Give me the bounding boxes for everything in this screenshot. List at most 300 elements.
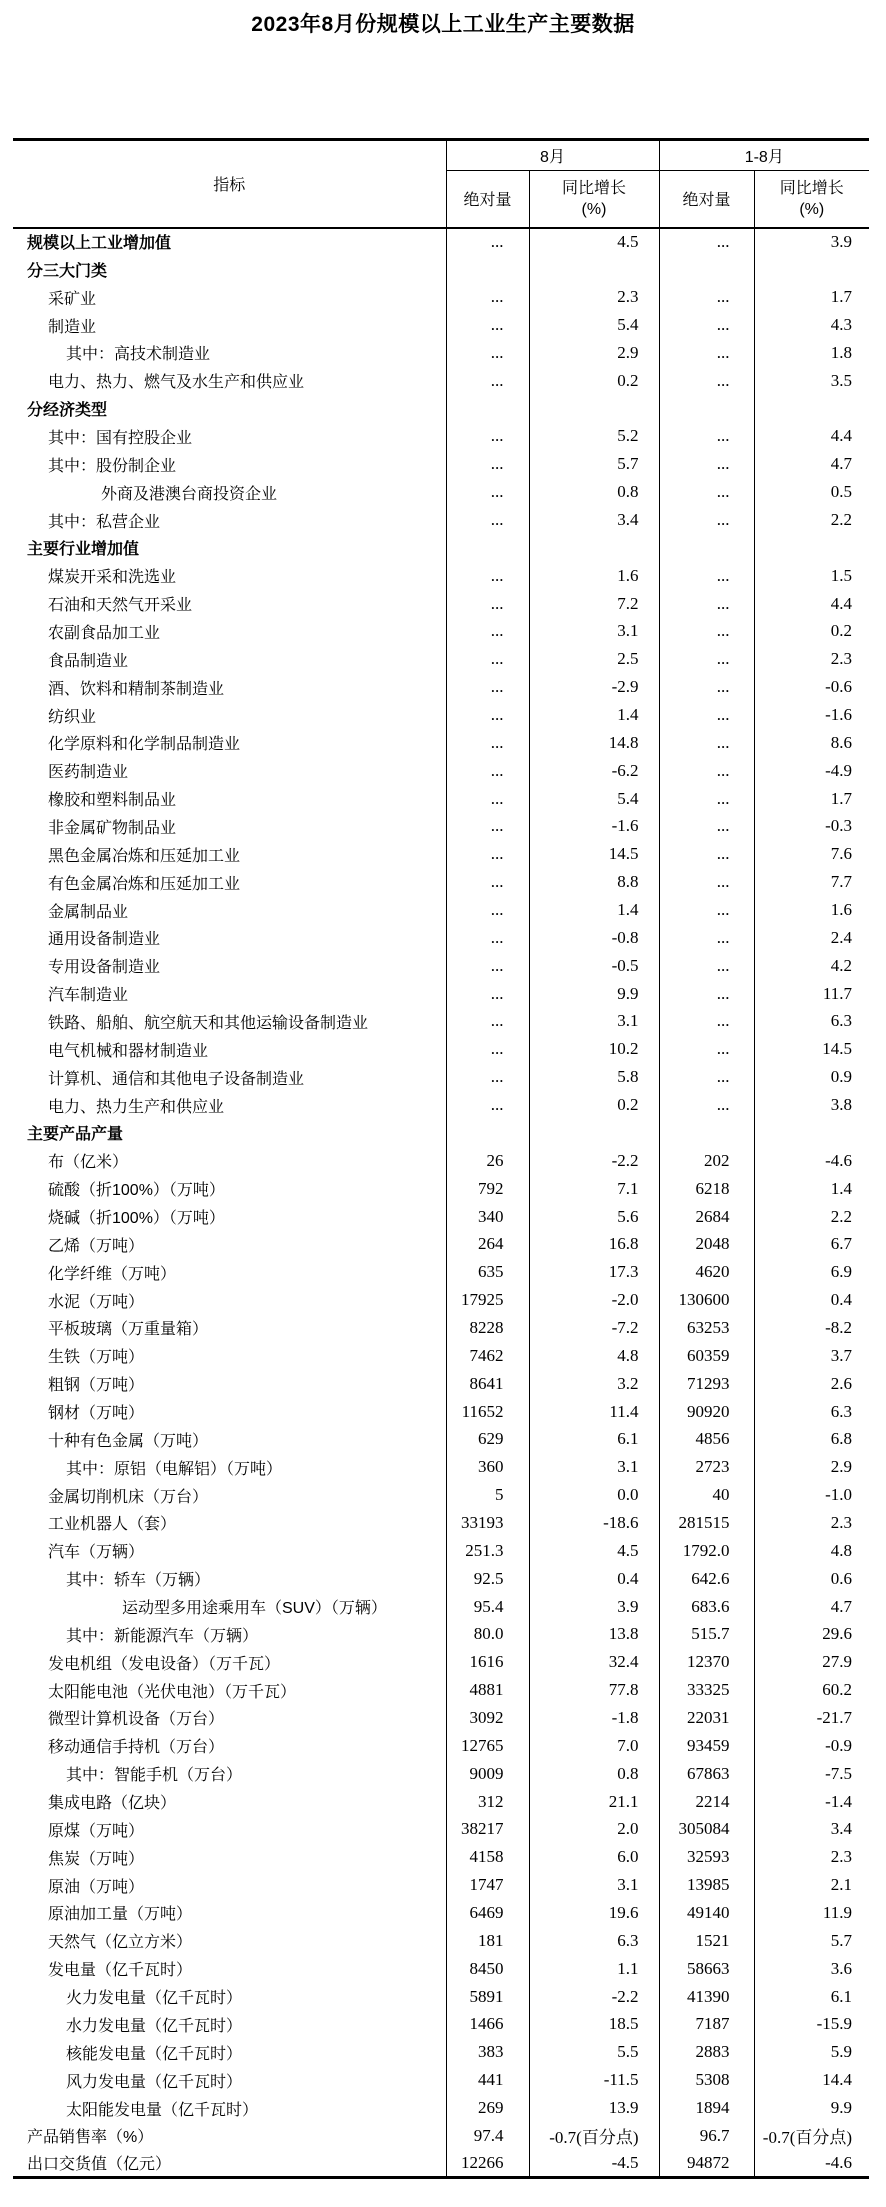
- value-cell: ...: [659, 311, 754, 339]
- table-row: [13, 1704, 869, 1732]
- indicator-cell: 水力发电量（亿千瓦时）: [66, 2017, 243, 2035]
- value-cell: -0.7(百分点): [529, 2122, 659, 2150]
- value-cell: 11.7: [754, 980, 869, 1008]
- table-row: [13, 339, 869, 367]
- table-row: [13, 534, 869, 562]
- table-row: [13, 1927, 869, 1955]
- value-cell: 67863: [659, 1760, 754, 1788]
- value-cell: 3.1: [529, 618, 659, 646]
- value-cell: 1.7: [754, 785, 869, 813]
- value-cell: ...: [446, 450, 529, 478]
- value-cell: 6.8: [754, 1425, 869, 1453]
- table-row: [13, 590, 869, 618]
- value-cell: 6.7: [754, 1230, 869, 1258]
- value-cell: 1521: [659, 1927, 754, 1955]
- value-cell: 17925: [446, 1286, 529, 1314]
- value-cell: 14.5: [529, 840, 659, 868]
- value-cell: ...: [659, 785, 754, 813]
- value-cell: 2048: [659, 1230, 754, 1258]
- value-cell: 12370: [659, 1648, 754, 1676]
- value-cell: ...: [446, 423, 529, 451]
- value-cell: ...: [659, 339, 754, 367]
- value-cell: ...: [659, 924, 754, 952]
- value-cell: 264: [446, 1230, 529, 1258]
- table-row: [13, 1983, 869, 2011]
- table-row: [13, 255, 869, 283]
- value-cell: 2.3: [529, 283, 659, 311]
- value-cell: 2.0: [529, 1815, 659, 1843]
- table-row: [13, 924, 869, 952]
- table-row: [13, 673, 869, 701]
- value-cell: 4158: [446, 1843, 529, 1871]
- value-cell: [659, 395, 754, 423]
- value-cell: 1.4: [529, 701, 659, 729]
- value-cell: -6.2: [529, 757, 659, 785]
- value-cell: -2.0: [529, 1286, 659, 1314]
- table-row: [13, 423, 869, 451]
- value-cell: 4.4: [754, 590, 869, 618]
- table-row: [13, 1815, 869, 1843]
- value-cell: -1.4: [754, 1788, 869, 1816]
- value-cell: 96.7: [659, 2122, 754, 2150]
- value-cell: 26: [446, 1147, 529, 1175]
- indicator-cell: 烧碱（折100%）（万吨）: [48, 1210, 225, 1227]
- header-janaug-absolute: 绝对量: [659, 171, 754, 228]
- indicator-cell: 水泥（万吨）: [48, 1293, 145, 1311]
- indicator-cell: 太阳能发电量（亿千瓦时）: [66, 2101, 259, 2119]
- indicator-cell: 化学纤维（万吨）: [48, 1265, 177, 1283]
- value-cell: ...: [659, 506, 754, 534]
- value-cell: 3.1: [529, 1453, 659, 1481]
- value-cell: 12266: [446, 2150, 529, 2178]
- value-cell: 9009: [446, 1760, 529, 1788]
- value-cell: 2.9: [529, 339, 659, 367]
- table-row: [13, 813, 869, 841]
- value-cell: 0.5: [754, 478, 869, 506]
- indicator-cell: 火力发电量（亿千瓦时）: [66, 1990, 243, 2008]
- value-cell: ...: [659, 645, 754, 673]
- value-cell: 5308: [659, 2066, 754, 2094]
- value-cell: 17.3: [529, 1258, 659, 1286]
- table-row: [13, 1955, 869, 1983]
- header-janaug-yoy: [754, 171, 869, 228]
- value-cell: ...: [659, 840, 754, 868]
- indicator-cell: 主要行业增加值: [27, 541, 140, 559]
- value-cell: -15.9: [754, 2011, 869, 2039]
- value-cell: ...: [659, 1091, 754, 1119]
- value-cell: ...: [659, 478, 754, 506]
- value-cell: 4881: [446, 1676, 529, 1704]
- value-cell: 515.7: [659, 1620, 754, 1648]
- value-cell: 5.8: [529, 1063, 659, 1091]
- value-cell: -7.5: [754, 1760, 869, 1788]
- value-cell: 1466: [446, 2011, 529, 2039]
- value-cell: 13.8: [529, 1620, 659, 1648]
- value-cell: [754, 395, 869, 423]
- table-row: [13, 2122, 869, 2150]
- table-row: [13, 367, 869, 395]
- table-row: [13, 1063, 869, 1091]
- table-row: [13, 1648, 869, 1676]
- value-cell: 7.0: [529, 1732, 659, 1760]
- indicator-cell: 工业机器人（套）: [48, 1516, 177, 1534]
- value-cell: 94872: [659, 2150, 754, 2178]
- table-row: [13, 1732, 869, 1760]
- value-cell: ...: [446, 311, 529, 339]
- header-indicator: 指标: [13, 140, 446, 228]
- indicator-cell: 其中：原铝（电解铝）（万吨）: [66, 1460, 283, 1478]
- value-cell: 2.3: [754, 1843, 869, 1871]
- value-cell: 0.2: [754, 618, 869, 646]
- value-cell: -4.5: [529, 2150, 659, 2178]
- header-row-periods: [13, 140, 869, 171]
- value-cell: ...: [446, 645, 529, 673]
- value-cell: ...: [446, 367, 529, 395]
- value-cell: 5891: [446, 1983, 529, 2011]
- table-row: [13, 1203, 869, 1231]
- table-row: [13, 1258, 869, 1286]
- table-row: [13, 785, 869, 813]
- indicator-cell: 电力、热力、燃气及水生产和供应业: [48, 374, 305, 392]
- value-cell: [446, 255, 529, 283]
- value-cell: ...: [446, 980, 529, 1008]
- value-cell: 18.5: [529, 2011, 659, 2039]
- value-cell: 2.1: [754, 1871, 869, 1899]
- indicator-cell: 出口交货值（亿元）: [27, 2156, 172, 2174]
- table-row: [13, 1620, 869, 1648]
- value-cell: -4.9: [754, 757, 869, 785]
- value-cell: 90920: [659, 1398, 754, 1426]
- value-cell: [446, 395, 529, 423]
- indicator-cell: 外商及港澳台商投资企业: [101, 485, 278, 503]
- indicator-cell: 金属切削机床（万台）: [48, 1488, 209, 1506]
- value-cell: 281515: [659, 1509, 754, 1537]
- value-cell: 2883: [659, 2038, 754, 2066]
- table-row: [13, 701, 869, 729]
- indicator-cell: 其中：轿车（万辆）: [66, 1572, 211, 1590]
- value-cell: -0.5: [529, 952, 659, 980]
- value-cell: 441: [446, 2066, 529, 2094]
- indicator-cell: 发电量（亿千瓦时）: [48, 1962, 193, 1980]
- value-cell: 14.5: [754, 1035, 869, 1063]
- table-row: [13, 645, 869, 673]
- header-period-jan-aug: 1-8月: [659, 140, 869, 171]
- value-cell: 27.9: [754, 1648, 869, 1676]
- value-cell: 9.9: [754, 2094, 869, 2122]
- value-cell: 3.2: [529, 1370, 659, 1398]
- indicator-cell: 运动型多用途乘用车（SUV）（万辆）: [122, 1600, 387, 1618]
- table-row: [13, 228, 869, 256]
- value-cell: ...: [446, 1063, 529, 1091]
- value-cell: 2.9: [754, 1453, 869, 1481]
- value-cell: ...: [659, 952, 754, 980]
- indicator-cell: 钢材（万吨）: [48, 1405, 145, 1423]
- value-cell: 6.3: [754, 1398, 869, 1426]
- value-cell: 38217: [446, 1815, 529, 1843]
- value-cell: 95.4: [446, 1593, 529, 1621]
- value-cell: 0.8: [529, 478, 659, 506]
- indicator-cell: 规模以上工业增加值: [27, 235, 172, 253]
- value-cell: ...: [446, 924, 529, 952]
- value-cell: 4.4: [754, 423, 869, 451]
- value-cell: 4.2: [754, 952, 869, 980]
- value-cell: 58663: [659, 1955, 754, 1983]
- value-cell: 8.6: [754, 729, 869, 757]
- value-cell: ...: [659, 450, 754, 478]
- value-cell: 1894: [659, 2094, 754, 2122]
- table-row: [13, 868, 869, 896]
- table-row: [13, 1119, 869, 1147]
- value-cell: ...: [446, 840, 529, 868]
- value-cell: ...: [446, 228, 529, 256]
- value-cell: 5.7: [754, 1927, 869, 1955]
- value-cell: 7.7: [754, 868, 869, 896]
- indicator-cell: 太阳能电池（光伏电池）（万千瓦）: [48, 1683, 297, 1701]
- value-cell: [446, 1119, 529, 1147]
- value-cell: 6.3: [754, 1008, 869, 1036]
- value-cell: -0.6: [754, 673, 869, 701]
- value-cell: ...: [659, 283, 754, 311]
- value-cell: 3092: [446, 1704, 529, 1732]
- indicator-cell: 黑色金属冶炼和压延加工业: [48, 847, 241, 865]
- table-row: [13, 450, 869, 478]
- value-cell: 8228: [446, 1314, 529, 1342]
- value-cell: 5.4: [529, 311, 659, 339]
- value-cell: 312: [446, 1788, 529, 1816]
- table-row: [13, 506, 869, 534]
- value-cell: 3.4: [754, 1815, 869, 1843]
- value-cell: 1.5: [754, 562, 869, 590]
- value-cell: 77.8: [529, 1676, 659, 1704]
- indicator-cell: 天然气（亿立方米）: [48, 1934, 193, 1952]
- value-cell: 14.4: [754, 2066, 869, 2094]
- value-cell: [529, 395, 659, 423]
- value-cell: 3.8: [754, 1091, 869, 1119]
- value-cell: 13.9: [529, 2094, 659, 2122]
- table-row: [13, 980, 869, 1008]
- value-cell: 16.8: [529, 1230, 659, 1258]
- value-cell: 7.2: [529, 590, 659, 618]
- value-cell: 93459: [659, 1732, 754, 1760]
- indicator-cell: 集成电路（亿块）: [48, 1795, 177, 1813]
- value-cell: 683.6: [659, 1593, 754, 1621]
- value-cell: 1.6: [754, 896, 869, 924]
- indicator-cell: 风力发电量（亿千瓦时）: [66, 2073, 243, 2091]
- indicator-cell: 其中：国有控股企业: [48, 429, 193, 447]
- value-cell: ...: [659, 673, 754, 701]
- indicator-cell: 通用设备制造业: [48, 931, 161, 949]
- value-cell: 14.8: [529, 729, 659, 757]
- value-cell: 12765: [446, 1732, 529, 1760]
- value-cell: -2.2: [529, 1147, 659, 1175]
- table-row: [13, 2094, 869, 2122]
- value-cell: 0.6: [754, 1565, 869, 1593]
- table-header: [13, 140, 869, 228]
- table-row: [13, 478, 869, 506]
- indicator-cell: 分经济类型: [27, 402, 108, 420]
- table-row: [13, 1899, 869, 1927]
- value-cell: 3.4: [529, 506, 659, 534]
- indicator-cell: 产品销售率（%）: [27, 2129, 154, 2147]
- value-cell: -0.8: [529, 924, 659, 952]
- value-cell: 19.6: [529, 1899, 659, 1927]
- value-cell: 22031: [659, 1704, 754, 1732]
- value-cell: 0.0: [529, 1481, 659, 1509]
- value-cell: ...: [446, 729, 529, 757]
- industrial-data-table: [13, 138, 869, 2179]
- value-cell: ...: [659, 562, 754, 590]
- table-row: [13, 562, 869, 590]
- indicator-cell: 主要产品产量: [27, 1126, 124, 1144]
- value-cell: 6218: [659, 1175, 754, 1203]
- value-cell: 10.2: [529, 1035, 659, 1063]
- value-cell: 5.9: [754, 2038, 869, 2066]
- value-cell: -4.6: [754, 2150, 869, 2178]
- value-cell: 13985: [659, 1871, 754, 1899]
- indicator-cell: 其中：私营企业: [48, 513, 161, 531]
- table-row: [13, 1035, 869, 1063]
- value-cell: ...: [659, 1008, 754, 1036]
- value-cell: ...: [446, 896, 529, 924]
- value-cell: 8450: [446, 1955, 529, 1983]
- value-cell: [659, 1119, 754, 1147]
- value-cell: 2.2: [754, 506, 869, 534]
- value-cell: 92.5: [446, 1565, 529, 1593]
- value-cell: 4856: [659, 1425, 754, 1453]
- value-cell: ...: [659, 757, 754, 785]
- value-cell: 340: [446, 1203, 529, 1231]
- indicator-cell: 其中：智能手机（万台）: [66, 1767, 243, 1785]
- indicator-cell: 农副食品加工业: [48, 624, 161, 642]
- value-cell: 251.3: [446, 1537, 529, 1565]
- value-cell: 6.9: [754, 1258, 869, 1286]
- value-cell: -2.9: [529, 673, 659, 701]
- table-row: [13, 1314, 869, 1342]
- value-cell: 2214: [659, 1788, 754, 1816]
- value-cell: 305084: [659, 1815, 754, 1843]
- indicator-cell: 十种有色金属（万吨）: [48, 1432, 209, 1450]
- indicator-cell: 酒、饮料和精制茶制造业: [48, 680, 225, 698]
- value-cell: 32593: [659, 1843, 754, 1871]
- value-cell: 7.1: [529, 1175, 659, 1203]
- value-cell: -8.2: [754, 1314, 869, 1342]
- value-cell: -1.6: [754, 701, 869, 729]
- value-cell: 4.5: [529, 228, 659, 256]
- value-cell: 4.3: [754, 311, 869, 339]
- table-row: [13, 896, 869, 924]
- value-cell: -4.6: [754, 1147, 869, 1175]
- indicator-cell: 其中：新能源汽车（万辆）: [66, 1627, 259, 1645]
- header-period-august: 8月: [446, 140, 659, 171]
- value-cell: -0.7(百分点): [754, 2122, 869, 2150]
- value-cell: 32.4: [529, 1648, 659, 1676]
- table-row: [13, 1843, 869, 1871]
- value-cell: -1.0: [754, 1481, 869, 1509]
- table-row: [13, 1481, 869, 1509]
- table-row: [13, 2066, 869, 2094]
- value-cell: [754, 1119, 869, 1147]
- value-cell: ...: [659, 367, 754, 395]
- header-august-absolute: 绝对量: [446, 171, 529, 228]
- value-cell: ...: [446, 952, 529, 980]
- value-cell: 49140: [659, 1899, 754, 1927]
- page-title: 2023年8月份规模以上工业生产主要数据: [251, 13, 635, 36]
- indicator-cell: 布（亿米）: [48, 1154, 129, 1172]
- value-cell: 5.7: [529, 450, 659, 478]
- table-row: [13, 395, 869, 423]
- indicator-cell: 其中：股份制企业: [48, 457, 177, 475]
- table-row: [13, 952, 869, 980]
- table-row: [13, 311, 869, 339]
- value-cell: 269: [446, 2094, 529, 2122]
- value-cell: 5.5: [529, 2038, 659, 2066]
- indicator-cell: 移动通信手持机（万台）: [48, 1739, 225, 1757]
- indicator-cell: 纺织业: [48, 708, 97, 726]
- value-cell: 4.8: [529, 1342, 659, 1370]
- value-cell: 4620: [659, 1258, 754, 1286]
- value-cell: 29.6: [754, 1620, 869, 1648]
- value-cell: 383: [446, 2038, 529, 2066]
- indicator-cell: 原油（万吨）: [48, 1878, 145, 1896]
- yoy-label: 同比增长: [561, 179, 626, 197]
- value-cell: 0.4: [529, 1565, 659, 1593]
- value-cell: 181: [446, 1927, 529, 1955]
- indicator-cell: 汽车制造业: [48, 987, 129, 1005]
- indicator-cell: 平板玻璃（万重量箱）: [48, 1321, 209, 1339]
- value-cell: 2.3: [754, 1509, 869, 1537]
- value-cell: ...: [659, 1035, 754, 1063]
- value-cell: [529, 1119, 659, 1147]
- value-cell: 1.4: [754, 1175, 869, 1203]
- value-cell: 7.6: [754, 840, 869, 868]
- value-cell: -21.7: [754, 1704, 869, 1732]
- indicator-cell: 有色金属冶炼和压延加工业: [48, 875, 241, 893]
- value-cell: -0.3: [754, 813, 869, 841]
- value-cell: 33325: [659, 1676, 754, 1704]
- value-cell: 3.9: [754, 228, 869, 256]
- table-row: [13, 1342, 869, 1370]
- indicator-cell: 医药制造业: [48, 764, 129, 782]
- value-cell: ...: [659, 1063, 754, 1091]
- value-cell: ...: [446, 562, 529, 590]
- value-cell: 4.5: [529, 1537, 659, 1565]
- value-cell: 202: [659, 1147, 754, 1175]
- value-cell: ...: [446, 478, 529, 506]
- value-cell: 40: [659, 1481, 754, 1509]
- table-row: [13, 1286, 869, 1314]
- value-cell: 130600: [659, 1286, 754, 1314]
- table-row: [13, 1091, 869, 1119]
- table-row: [13, 1453, 869, 1481]
- indicator-cell: 原油加工量（万吨）: [48, 1906, 193, 1924]
- value-cell: ...: [446, 701, 529, 729]
- table-row: [13, 1230, 869, 1258]
- table-row: [13, 1147, 869, 1175]
- value-cell: 71293: [659, 1370, 754, 1398]
- value-cell: ...: [446, 813, 529, 841]
- value-cell: 3.1: [529, 1008, 659, 1036]
- value-cell: [659, 255, 754, 283]
- value-cell: 0.2: [529, 1091, 659, 1119]
- indicator-cell: 煤炭开采和洗选业: [48, 569, 177, 587]
- value-cell: 2.4: [754, 924, 869, 952]
- value-cell: 3.5: [754, 367, 869, 395]
- indicator-cell: 石油和天然气开采业: [48, 597, 193, 615]
- value-cell: 41390: [659, 1983, 754, 2011]
- value-cell: ...: [659, 729, 754, 757]
- value-cell: ...: [446, 506, 529, 534]
- value-cell: ...: [446, 757, 529, 785]
